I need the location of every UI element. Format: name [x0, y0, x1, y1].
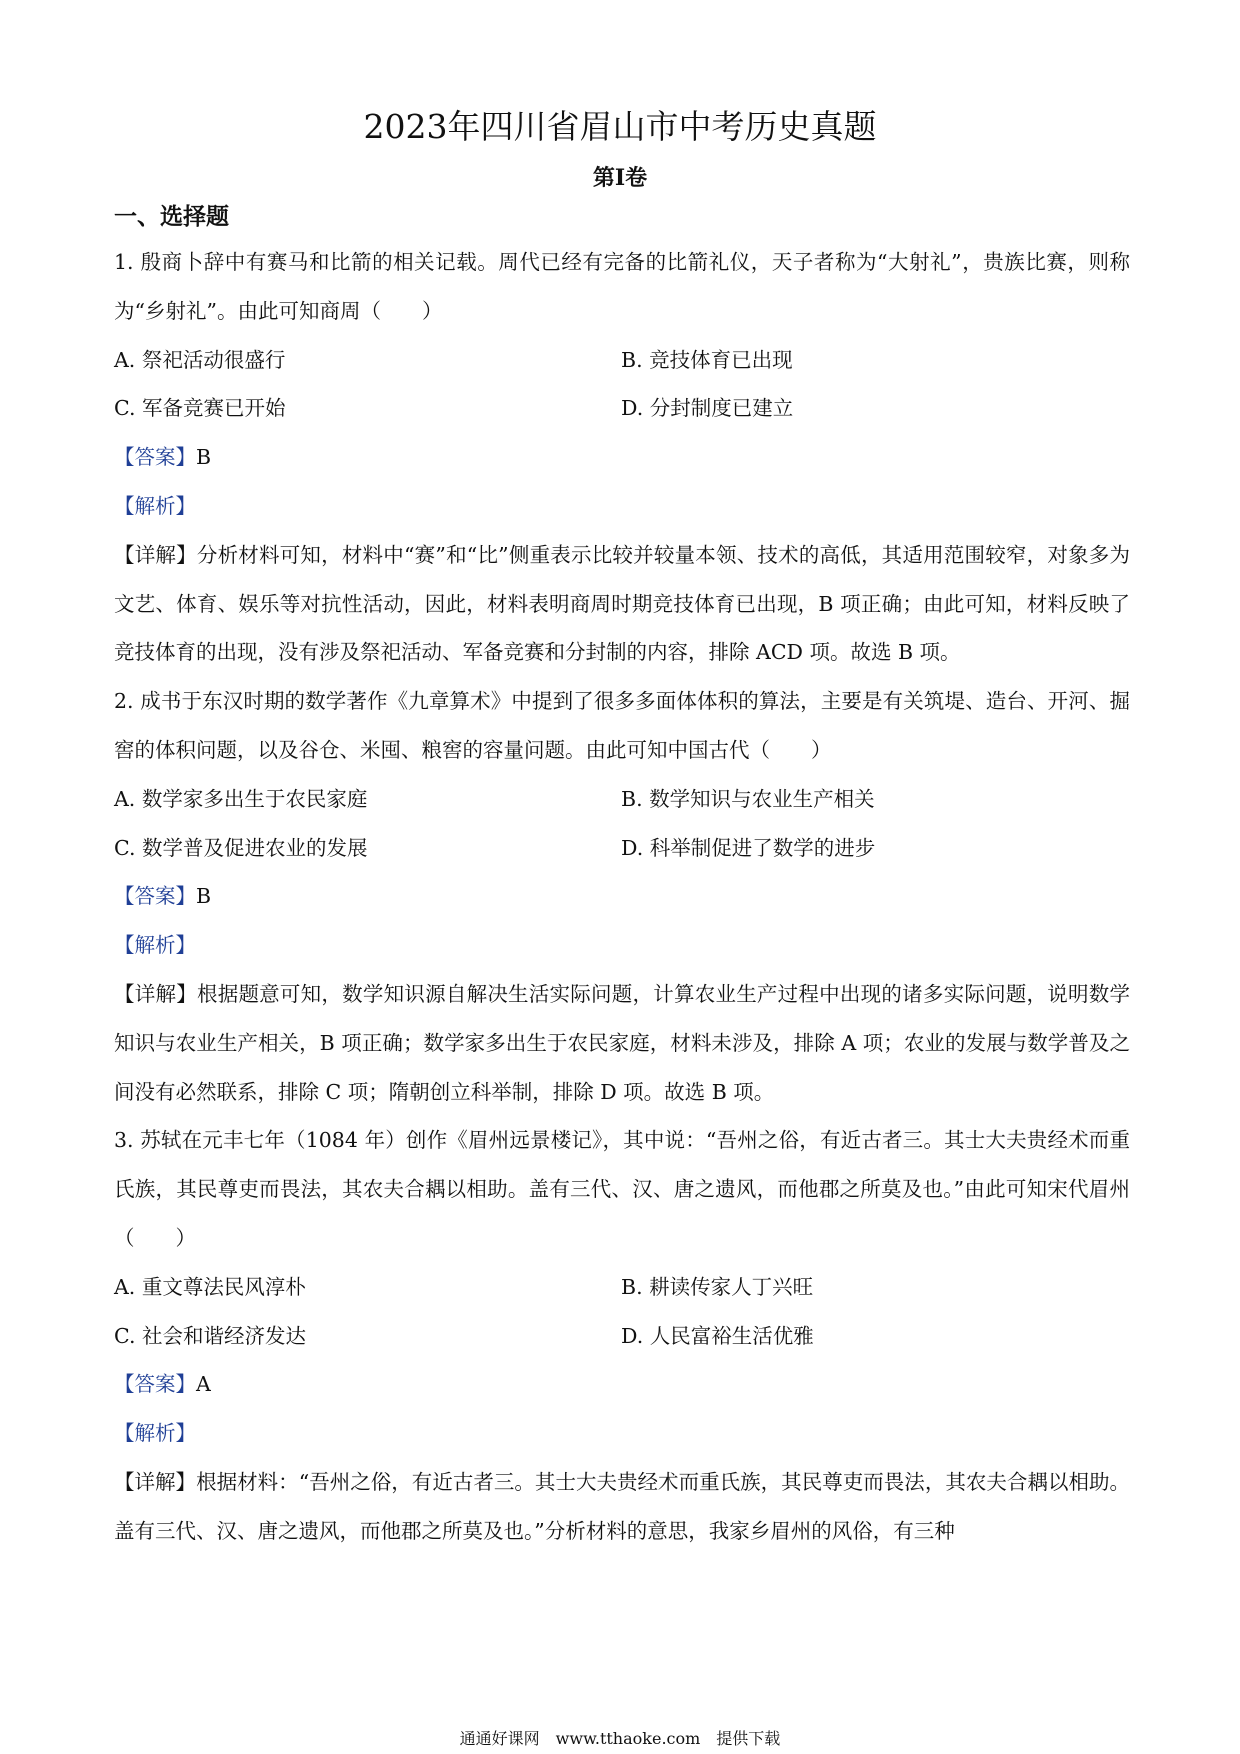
questions-body [114, 238, 1130, 1556]
question-options [114, 336, 1130, 385]
analysis-line [114, 1409, 1130, 1458]
question-options [114, 1263, 1130, 1312]
option-d: D. 科举制促进了数学的进步 [621, 835, 876, 860]
answer-line [114, 1360, 1130, 1409]
option-c: C. 社会和谐经济发达 [114, 1323, 306, 1348]
detail-paragraph [114, 970, 1130, 1116]
question-options [114, 384, 1130, 433]
analysis-line [114, 921, 1130, 970]
analysis-label: 【解析】 [114, 1421, 196, 1446]
question-stem: 1. 殷商卜辞中有赛马和比箭的相关记载。周代已经有完备的比箭礼仪，天子者称为“大射礼”，贵族比赛，则称为“乡射礼”。由此可知商周（ ） [114, 250, 1130, 323]
analysis-line [114, 482, 1130, 531]
detail-text: 根据题意可知，数学知识源自解决生活实际问题，计算农业生产过程中出现的诸多实际问题，说明数学知识与农业生产相关，B 项正确；数学家多出生于农民家庭，材料未涉及，排除 A 项；农业的发展与数学普及之间没有必然联系，排除 C 项；隋朝创立科举制，排除 D 项。故选 B 项。 [114, 981, 1131, 1104]
answer-label: 【答案】 [114, 884, 196, 909]
option-b: B. 竞技体育已出现 [621, 347, 793, 372]
analysis-label: 【解析】 [114, 933, 196, 958]
detail-paragraph [114, 531, 1130, 677]
answer-value: B [196, 884, 212, 909]
question-stem: 3. 苏轼在元丰七年（1084 年）创作《眉州远景楼记》，其中说：“吾州之俗，有近古者三。其士大夫贵经术而重氏族，其民尊吏而畏法，其农夫合耦以相助。盖有三代、汉、唐之遗风，而他郡之所莫及也。”由此可知宋代眉州（ ） [114, 1128, 1130, 1250]
volume-heading: 第I卷 [592, 165, 648, 191]
answer-value: A [196, 1372, 211, 1397]
option-a: A. 重文尊法民风淳朴 [114, 1274, 306, 1299]
detail-label: 【详解】 [114, 981, 197, 1006]
answer-line [114, 433, 1130, 482]
answer-value: B [196, 445, 212, 470]
detail-text: 分析材料可知，材料中“赛”和“比”侧重表示比较并较量本领、技术的高低，其适用范围较窄，对象多为文艺、体育、娱乐等对抗性活动，因此，材料表明商周时期竞技体育已出现，B 项正确；由此可知，材料反映了竞技体育的出现，没有涉及祭祀活动、军备竞赛和分封制的内容，排除 ACD 项。故选 B 项。 [114, 542, 1131, 665]
analysis-label: 【解析】 [114, 493, 196, 518]
question-options [114, 824, 1130, 873]
option-d: D. 人民富裕生活优雅 [621, 1323, 814, 1348]
option-d: D. 分封制度已建立 [621, 396, 794, 421]
answer-label: 【答案】 [114, 445, 196, 470]
page-footer: 通通好课网 www.tthaoke.com 提供下载 [459, 1729, 781, 1748]
option-b: B. 数学知识与农业生产相关 [621, 786, 875, 811]
detail-paragraph [114, 1458, 1130, 1556]
section-heading: 一、选择题 [114, 203, 229, 230]
question-options [114, 1312, 1130, 1361]
detail-label: 【详解】 [114, 1469, 197, 1494]
option-a: A. 数学家多出生于农民家庭 [114, 786, 368, 811]
answer-label: 【答案】 [114, 1372, 196, 1397]
option-b: B. 耕读传家人丁兴旺 [621, 1274, 814, 1299]
answer-line [114, 872, 1130, 921]
option-a: A. 祭祀活动很盛行 [114, 347, 286, 372]
question-stem: 2. 成书于东汉时期的数学著作《九章算术》中提到了很多多面体体积的算法，主要是有关筑堤、造台、开河、掘窖的体积问题，以及谷仓、米囤、粮窖的容量问题。由此可知中国古代（ ） [114, 689, 1130, 762]
option-c: C. 军备竞赛已开始 [114, 396, 286, 421]
page-title: 2023年四川省眉山市中考历史真题 [363, 107, 877, 146]
detail-text: 根据材料：“吾州之俗，有近古者三。其士大夫贵经术而重氏族，其民尊吏而畏法，其农夫合耦以相助。盖有三代、汉、唐之遗风，而他郡之所莫及也。”分析材料的意思，我家乡眉州的风俗，有三种 [114, 1469, 1131, 1543]
detail-label: 【详解】 [114, 542, 197, 567]
option-c: C. 数学普及促进农业的发展 [114, 835, 368, 860]
question-options [114, 775, 1130, 824]
